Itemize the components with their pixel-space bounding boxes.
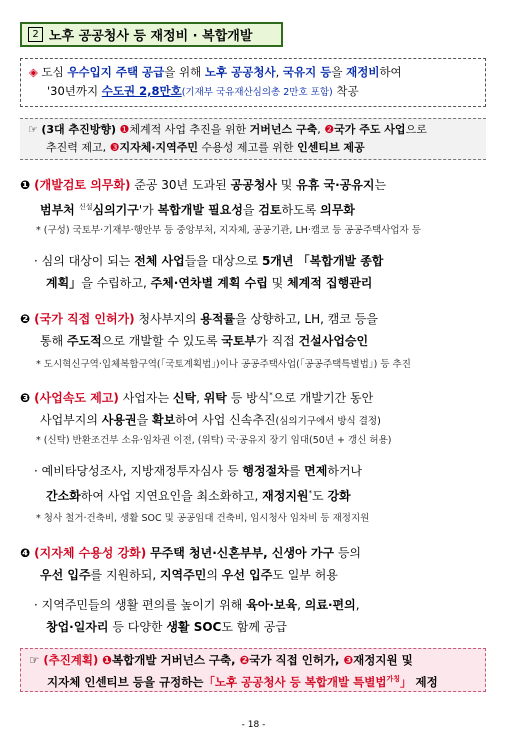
item-note: (심의기구에서 방식 결정) [275,416,381,427]
item-text: 및 [276,178,297,192]
bullet-3-line-2 [34,482,490,507]
summary-text: 을 위해 [164,65,205,79]
item-heading: (개발검토 의무화) [34,178,131,192]
item-2 [20,308,490,352]
item-highlight: 우선 입주 [40,568,91,582]
item-text: 도 일부 허용 [272,568,338,582]
item-text: 하여 사업 신속추진 [175,413,276,427]
bullet-highlight: 면제 [304,464,328,478]
bullet-highlight: 간소화 [46,489,81,503]
summary-text: , [275,65,283,79]
item-1-line-1 [20,174,490,196]
summary-highlight: 국유지 등 [282,65,332,79]
bullet-highlight: 의료·편의 [304,598,356,612]
policy-number: ❷ [324,123,335,136]
bullet-text: 도 [312,489,328,503]
summary-highlight: 재정비 [346,65,380,79]
plan-box [20,648,486,692]
item-highlight: 심의기구 [92,203,139,217]
summary-highlight: 우수입지 주택 공급 [67,65,165,79]
bullet-highlight: 계획」 [46,276,82,290]
item-highlight: 공공청사 [230,178,277,192]
item-highlight: 국토부 [221,334,257,348]
item-text: 통해 [40,334,67,348]
item-text: 준공 30년 도과된 [130,178,231,192]
item-text: 를 지원하되, [90,568,160,582]
bullet-text: · 지역주민들의 생활 편의를 높이기 위해 [34,598,247,612]
summary-line-2 [29,82,477,102]
bullet-highlight: 주체·연차별 계획 수립 [150,276,268,290]
summary-highlight: 수도권 2,8만호 [101,84,182,98]
item-4-line-1 [20,542,490,564]
bullet-text: , [297,598,305,612]
summary-note: (기재부 국유재산심의총 2만호 포함) [181,87,333,98]
item-1-line-2 [20,196,490,221]
item-highlight: 위탁 [203,391,227,405]
bullet-text: · 예비타당성조사, 지방재정투자심사 등 [34,464,243,478]
bullet-4-line-1 [34,594,490,616]
plan-text: 제정 [411,674,438,689]
plan-number: ❷ [239,653,250,667]
bullet-highlight: 5개년 「복합개발 종합 [261,254,384,268]
bullet-text: 하거나 [327,464,363,478]
bullet-1-line-1 [34,250,490,272]
item-number: ❶ [20,178,31,192]
bullet-highlight: 체계적 집행관리 [287,276,373,290]
policy-number: ❸ [109,141,120,154]
pointing-hand-icon: ☞ [29,653,40,667]
bullet-highlight: 생활 SOC [166,620,222,634]
item-highlight: 유휴 국·공유지 [296,178,375,192]
item-3-line-2 [20,409,490,433]
item-text: 청사부지의 [134,312,201,326]
plan-line-1 [29,651,477,670]
policy-direction-box [20,118,486,160]
item-4 [20,542,490,586]
summary-text: 하여 [379,65,402,79]
plan-text: 복합개발 거버넌스 구축, [112,653,240,667]
bullet-highlight: 재정지원 [262,489,309,503]
item-text: 을 상향하고, LH, 캠코 등을 [235,312,378,326]
section-title [20,22,283,47]
item-number: ❹ [20,546,31,560]
summary-text: 착공 [332,84,359,98]
item-2-line-2 [20,330,490,352]
bullet-highlight: 전체 사업 [134,254,185,268]
item-4-line-2 [20,564,490,586]
item-sup: 신설 [78,203,93,211]
policy-number: ❶ [119,123,130,136]
bullet-4-line-2 [34,616,490,638]
item-text: 사업부지의 [40,413,102,427]
plan-law-name: 」 [400,674,412,689]
bullet-highlight: 창업·일자리 [46,620,109,634]
plan-number: ❶ [102,653,113,667]
plan-sup: 가칭 [386,675,401,683]
bullet-text: 도 함께 공급 [221,620,287,634]
summary-text: 을 [331,65,347,79]
policy-highlight: 인센티브 제공 [297,141,365,154]
plan-text: 지자체 인센티브 등을 규정하는 [47,674,204,689]
item-text: 는 [374,178,387,192]
item-highlight: 확보 [151,413,176,427]
item-3 [20,384,490,433]
policy-highlight: 거버넌스 구축 [249,123,318,136]
item-highlight: 신탁 [172,391,197,405]
item-text: , [196,391,204,405]
item-text: 사업자는 [118,391,173,405]
bullet-sup: * [308,489,313,497]
item-text: 등의 [334,546,362,560]
item-highlight: 무주택 청년·신혼부부, 신생아 가구 [150,546,335,560]
note-2: * 도시혁신구역·입체복합구역(「국토계획법」)이나 공공주택사업(「공공주택특별법」) 등 추진 [36,359,411,370]
item-number: ❷ [20,312,31,326]
bullet-highlight: 육아·보육 [246,598,298,612]
item-2-line-1 [20,308,490,330]
item-highlight: 건설사업승인 [298,334,369,348]
item-highlight: 검토 [258,203,282,217]
bullet-text: 등 다양한 [108,620,167,634]
item-text: 으로 개발할 수 있도록 [101,334,222,348]
item-highlight: 범부처 [40,203,79,217]
item-highlight: 지역주민 [159,568,207,582]
plan-law-name: 「노후 공공청사 등 복합개발 특별법 [203,674,387,689]
item-heading: (사업속도 제고) [34,391,119,405]
summary-text: 도심 [41,65,68,79]
policy-text: 추진력 제고, [46,141,110,154]
bullet-3-line-1 [34,460,490,482]
policy-text: 체계적 사업 추진을 위한 [129,123,250,136]
item-1 [20,174,490,221]
summary-line-1 [29,63,477,82]
bullet-highlight: 행정절차 [242,464,289,478]
note-4: * 청사 철거·건축비, 생활 SOC 및 공공임대 건축비, 임시청사 임차비 등 재정지원 [36,513,370,524]
policy-highlight: 국가 주도 사업 [334,123,406,136]
item-text: 을 [136,413,152,427]
item-text: 하도록 [281,203,321,217]
plan-number: ❸ [343,653,354,667]
item-text: 등 방식 [226,391,270,405]
item-highlight: 주도적 [67,334,102,348]
page-number: - 18 - [241,720,266,730]
note-1: * (구성) 국토부·기재부·행안부 등 중앙부처, 지자체, 공공기관, LH·캠코 등 공공주택사업자 등 [36,225,421,236]
item-text: 으로 개발기간 동안 [272,391,374,405]
policy-line-2 [28,139,478,157]
item-text: 가 직접 [256,334,299,348]
diamond-bullet-icon: ◈ [29,65,38,79]
plan-heading: (추진계획) [43,653,99,667]
item-heading: (지자체 수용성 강화) [34,546,147,560]
bullet-text: , [355,598,360,612]
bullet-text: 을 수립하고, [81,276,151,290]
policy-text: 으로 [405,123,427,136]
policy-lead: (3대 추진방향) [41,123,117,136]
bullet-1-line-2 [34,272,490,294]
pointing-hand-icon: ☞ [28,123,38,136]
policy-highlight: 지자체·지역주민 [119,141,199,154]
item-3-line-1 [20,384,490,409]
item-highlight: 의무화 [320,203,355,217]
plan-text: 재정지원 및 [353,653,413,667]
policy-line-1: ☞ (3대 추진방향) ❶체계적 사업 추진을 위한 거버넌스 구축, ❷국가 주도 사업으로 [28,123,427,136]
bullet-highlight: 강화 [327,489,351,503]
bullet-3 [34,460,490,507]
bullet-text: 및 [267,276,288,290]
item-highlight: 사용권 [101,413,137,427]
bullet-1 [34,250,490,294]
bullet-text: 를 [288,464,305,478]
item-sup: * [269,391,273,399]
bullet-text: 들을 대상으로 [184,254,262,268]
note-3: * (신탁) 반환조건부 소유·임차권 이전, (위탁) 국·공유지 장기 임대(50년 + 갱신 허용) [36,435,392,446]
item-text: 을 [242,203,259,217]
item-highlight: 복합개발 필요성 [157,203,243,217]
item-heading: (국가 직접 인허가) [34,312,135,326]
bullet-text: 하여 사업 지연요인을 최소화하고, [80,489,263,503]
summary-highlight: 노후 공공청사 [204,65,276,79]
bullet-text: · 심의 대상이 되는 [34,254,135,268]
section-title-text: 노후 공공청사 등 재정비 · 복합개발 [49,29,253,44]
plan-line-2 [29,670,477,692]
summary-text: '30년까지 [47,84,102,98]
plan-text: 국가 직접 인허가, [249,653,344,667]
item-text: '가 [138,203,158,217]
bullet-4 [34,594,490,638]
section-number: 2 [28,27,43,42]
summary-box [20,58,486,107]
item-text: 의 [206,568,222,582]
policy-text: 수용성 제고를 위한 [198,141,298,154]
item-highlight: 우선 입주 [221,568,273,582]
item-highlight: 용적률 [200,312,236,326]
item-number: ❸ [20,391,31,405]
